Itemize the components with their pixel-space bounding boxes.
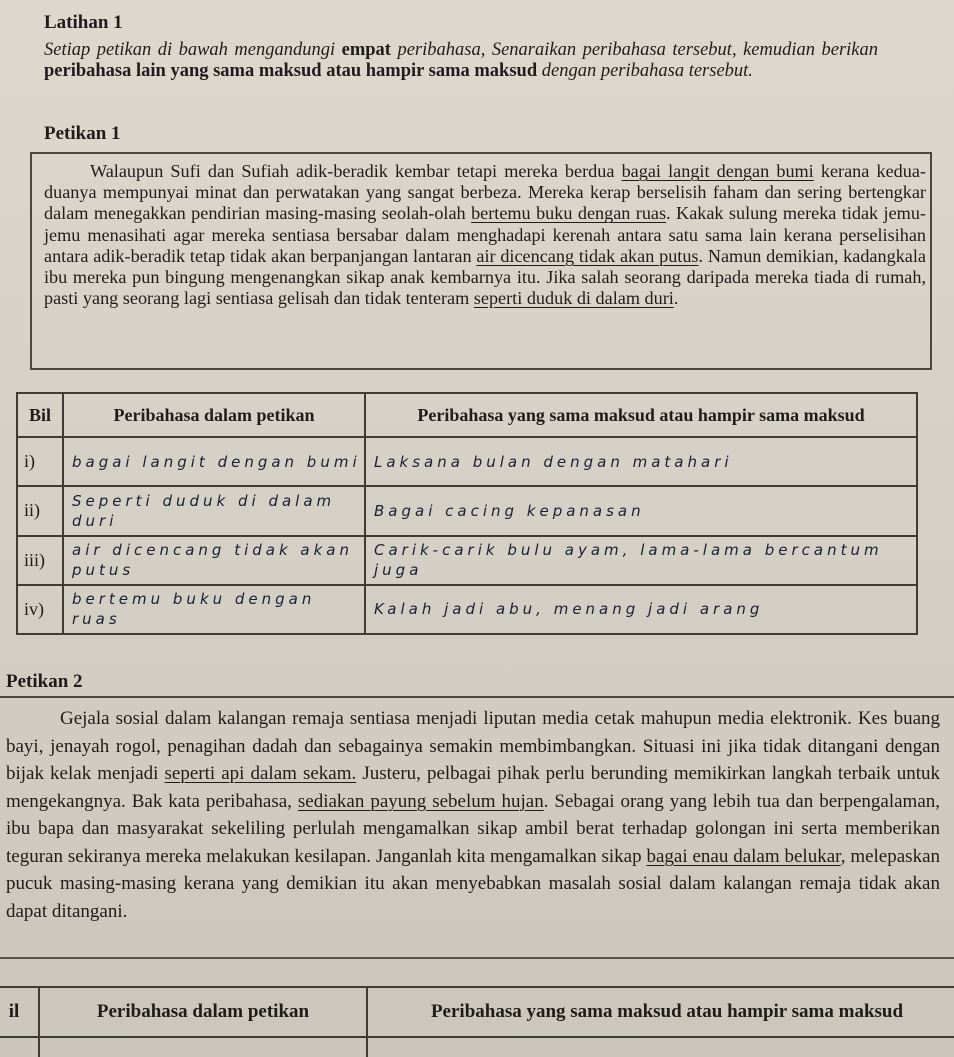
table1-header-similar: Peribahasa yang sama maksud atau hampir sama maksud bbox=[365, 393, 917, 437]
instr-part5: dengan peribahasa tersebut. bbox=[537, 61, 753, 81]
p2-proverb-3: bagai enau dalam belukar bbox=[646, 845, 841, 867]
table-row bbox=[17, 536, 917, 585]
p2-s2: Justeru, pelbagai pihak perlu berunding memikirkan langkah terbaik untuk mengekangnya. Bak kata peribahasa, bbox=[6, 763, 940, 812]
answer-cell-proverb[interactable]: bagai langit dengan bumi bbox=[63, 437, 365, 486]
answer-cell-proverb[interactable] bbox=[39, 1037, 367, 1057]
table-row bbox=[17, 486, 917, 535]
answer-cell-similar[interactable]: Laksana bulan dengan matahari bbox=[365, 437, 917, 486]
table2-header-bil: il bbox=[0, 987, 39, 1037]
row-number: ii) bbox=[17, 486, 63, 535]
passage2-top-rule bbox=[0, 696, 954, 698]
p1-proverb-3: air dicencang tidak akan putus bbox=[476, 245, 699, 266]
instr-part2: empat bbox=[341, 40, 391, 60]
answer-table-1 bbox=[16, 392, 918, 635]
table2-header-row bbox=[0, 987, 954, 1037]
instr-part4: peribahasa lain yang sama maksud atau hampir sama maksud bbox=[44, 61, 538, 81]
passage1-text bbox=[44, 161, 926, 309]
p2-proverb-1: seperti api dalam sekam. bbox=[164, 763, 357, 784]
table2-header-similar: Peribahasa yang sama maksud atau hampir sama maksud bbox=[367, 987, 954, 1037]
table-row bbox=[17, 437, 917, 486]
answer-cell-proverb[interactable]: Seperti duduk di dalam duri bbox=[63, 486, 365, 535]
table1-header-row bbox=[17, 393, 917, 437]
answer-table-2 bbox=[0, 986, 954, 1057]
answer-cell-similar[interactable]: Bagai cacing kepanasan bbox=[365, 486, 917, 535]
p1-proverb-2: bertemu buku dengan ruas bbox=[471, 203, 667, 224]
row-number: iv) bbox=[17, 585, 63, 634]
passage2-heading: Petikan 2 bbox=[6, 671, 83, 692]
passage2-bottom-rule bbox=[0, 957, 954, 959]
instructions bbox=[44, 40, 878, 82]
table-row bbox=[17, 585, 917, 634]
answer-cell-similar[interactable]: Kalah jadi abu, menang jadi arang bbox=[365, 585, 917, 634]
p1-s2: kerana kedua-duanya mempunyai minat dan perwatakan yang sangat berbeza. Mereka kerap berselisih faham dan sering bertengkar dalam menegakkan pendirian masing-masing seolah-olah bbox=[44, 161, 926, 224]
p2-proverb-2: sediakan payung sebelum hujan bbox=[297, 790, 544, 812]
p1-s3: . Kakak sulung mereka tidak jemu-jemu menasihati agar mereka sentiasa bersabar dalam menghadapi kerenah antara satu sama lain kerana perselisihan antara adik-beradik tetap tidak akan berpanjangan lantaran bbox=[44, 203, 926, 266]
table-row bbox=[0, 1037, 954, 1057]
answer-cell-proverb[interactable]: air dicencang tidak akan putus bbox=[63, 536, 365, 585]
exercise-title: Latihan 1 bbox=[44, 12, 123, 33]
p2-s4: , melepaskan pucuk masing-masing kerana yang demikian itu akan menyebabkan masalah sosial dalam kalangan remaja tidak akan dapat ditangani. bbox=[6, 845, 941, 922]
p2-s3: . Sebagai orang yang lebih tua dan berpengalaman, ibu bapa dan masyarakat sekeliling perlulah mengamalkan sikap ambil berat terhadap golongan ini serta memberikan teguran sekiranya mereka melakukan kesilapan. Janganlah kita mengamalkan sikap bbox=[6, 790, 941, 867]
passage1-heading: Petikan 1 bbox=[44, 123, 121, 144]
p1-s1: Walaupun Sufi dan Sufiah adik-beradik kembar tetapi mereka berdua bbox=[90, 161, 622, 181]
answer-cell-similar[interactable]: Carik-carik bulu ayam, lama-lama bercantum juga bbox=[365, 536, 917, 585]
p1-proverb-1: bagai langit dengan bumi bbox=[621, 161, 814, 181]
p1-proverb-4: seperti duduk di dalam duri bbox=[473, 288, 674, 309]
row-number: i) bbox=[17, 437, 63, 486]
instr-part1: Setiap petikan di bawah mengandungi bbox=[44, 40, 342, 60]
table1-header-proverb: Peribahasa dalam petikan bbox=[63, 393, 365, 437]
answer-cell-proverb[interactable]: bertemu buku dengan ruas bbox=[63, 585, 365, 634]
answer-cell-bil bbox=[0, 1037, 39, 1057]
answer-cell-similar[interactable] bbox=[367, 1037, 954, 1057]
table2-header-proverb: Peribahasa dalam petikan bbox=[39, 987, 367, 1037]
passage2-text bbox=[6, 705, 940, 925]
table1-header-bil: Bil bbox=[17, 393, 63, 437]
p1-s5: . bbox=[673, 288, 679, 309]
instr-part3: peribahasa, Senaraikan peribahasa tersebut, kemudian berikan bbox=[390, 40, 879, 60]
p1-s4: . Namun demikian, kadangkala ibu mereka pun bingung mengenangkan sikap anak kembarnya itu. Jika salah seorang daripada mereka tiada di rumah, pasti yang seorang lagi sentiasa gelisah dan tidak tenteram bbox=[44, 245, 926, 309]
p2-s1: Gejala sosial dalam kalangan remaja sentiasa menjadi liputan media cetak mahupun media elektronik. Kes buang bayi, jenayah rogol, penagihan dadah dan sebagainya semakin membimbangkan. Situasi ini jika tidak ditangani dengan bijak kelak menjadi bbox=[6, 708, 940, 784]
row-number: iii) bbox=[17, 536, 63, 585]
